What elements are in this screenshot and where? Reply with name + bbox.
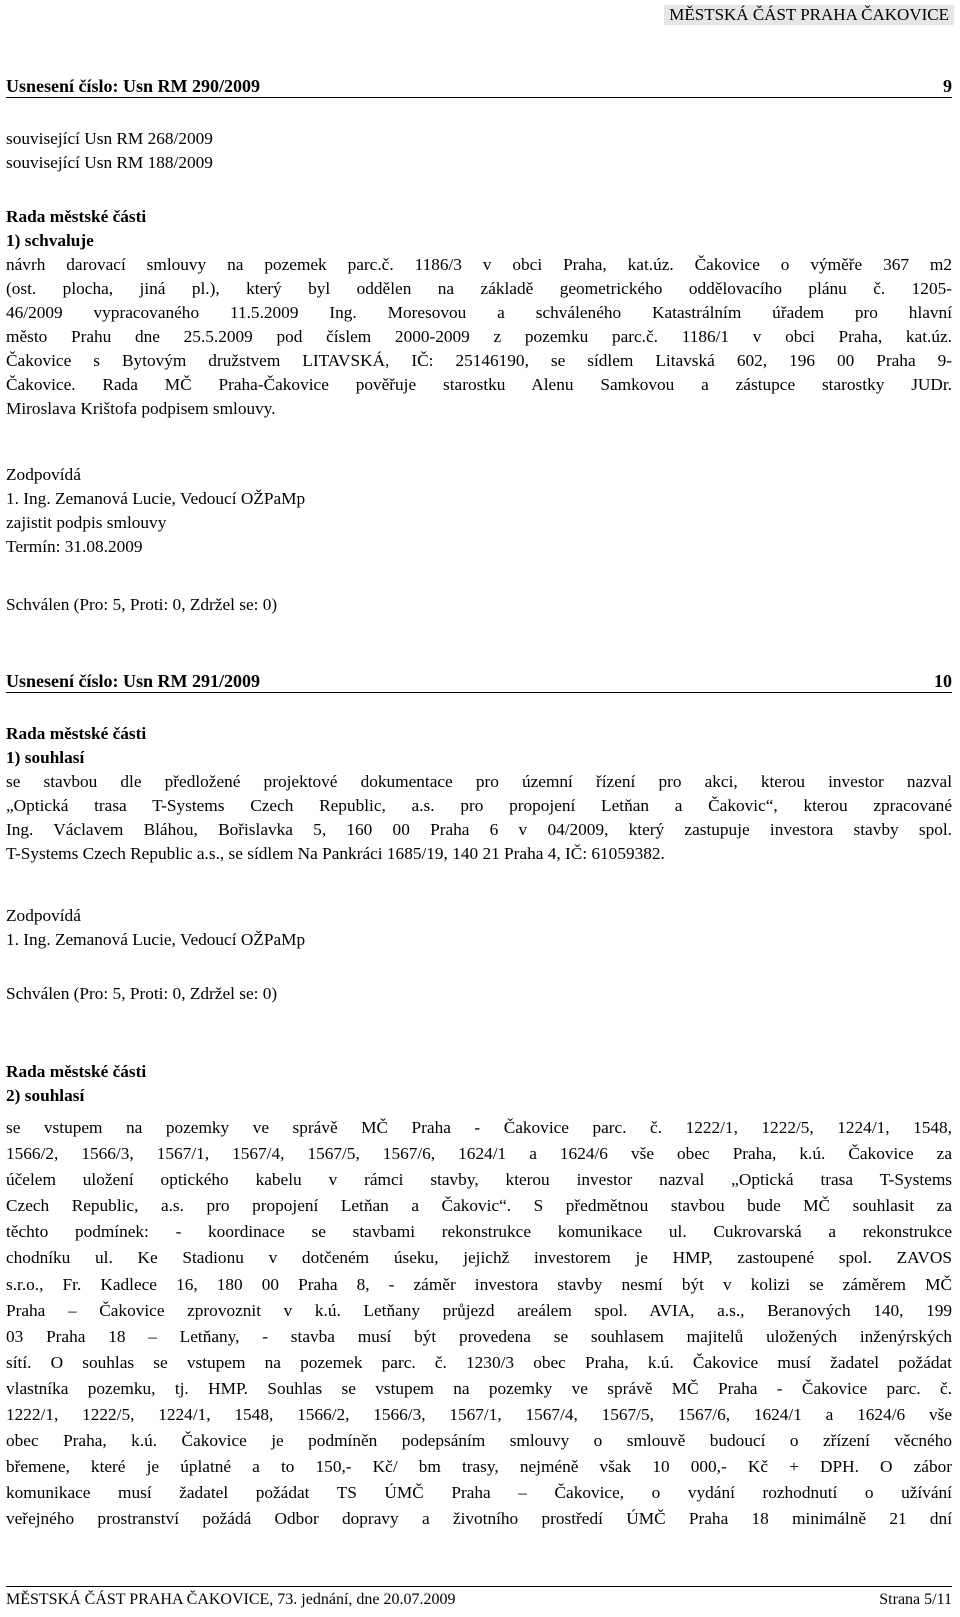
text-line: sítí. O souhlas se vstupem na pozemek parc. č. 1230/3 obec Praha, k.ú. Čakovice musí žadatel požádat <box>6 1352 952 1372</box>
resolution-body <box>6 1060 952 1108</box>
text-line: chodníku ul. Ke Stadionu v dotčeném úseku, jejichž investorem je HMP, zastoupené spol. ZAVOS <box>6 1248 952 1268</box>
resolution-title-row <box>6 671 952 693</box>
text-line: Czech Republic, a.s. pro propojení Letňan a Čakovic“. S předmětnou stavbou bude MČ souhlasit za <box>6 1196 952 1216</box>
text-line: účelem uložení optického kabelu v rámci stavby, kterou investor nazval „Optická trasa T-Systems <box>6 1170 952 1190</box>
resolution-text <box>6 1115 952 1533</box>
text-line: se vstupem na pozemky ve správě MČ Praha - Čakovice parc. č. 1222/1, 1222/5, 1224/1, 1548, <box>6 1118 952 1137</box>
text-line: 46/2009 vypracovaného 11.5.2009 Ing. Moresovou a schváleného Katastrálním úřadem pro hlavní <box>6 303 952 322</box>
council-heading: Rada městské části <box>6 1062 147 1081</box>
text-line: (ost. plocha, jiná pl.), který byl oddělen na základě geometrického oddělovacího plánu č. 1205- <box>6 279 952 298</box>
text-line: 1566/2, 1566/3, 1567/1, 1567/4, 1567/5, 1567/6, 1624/1 a 1624/6 vše obec Praha, k.ú. Čakovice za <box>6 1144 952 1164</box>
resolution-body <box>6 205 952 421</box>
text-line: Miroslava Krištofa podpisem smlouvy. <box>6 399 276 418</box>
text-line: město Prahu dne 25.5.2009 pod číslem 2000-2009 z pozemku parc.č. 1186/1 v obci Praha, kat.úz. <box>6 327 952 346</box>
responsible-label: Zodpovídá <box>6 465 81 484</box>
text-line: břemene, které je úplatné a to 150,- Kč/ bm trasy, nejméně však 10 000,- Kč + DPH. O zábor <box>6 1457 952 1477</box>
text-line: obec Praha, k.ú. Čakovice je podmíněn podepsáním smlouvy o smlouvě budoucí o zřízení věcného <box>6 1431 952 1451</box>
responsible-person: 1. Ing. Zemanová Lucie, Vedoucí OŽPaMp <box>6 930 306 949</box>
council-heading: Rada městské části <box>6 724 147 743</box>
related-resolution: související Usn RM 268/2009 <box>6 129 213 148</box>
text-line: těchto podmínek: - koordinace se stavbami rekonstrukce komunikace ul. Cukrovarská a rekonstrukce <box>6 1222 952 1242</box>
resolution-action: 1) souhlasí <box>6 748 85 767</box>
text-line: se stavbou dle předložené projektové dokumentace pro územní řízení pro akci, kterou investor nazval <box>6 772 952 791</box>
text-line: návrh darovací smlouvy na pozemek parc.č. 1186/3 v obci Praha, kat.úz. Čakovice o výměře 367 m2 <box>6 255 952 274</box>
resolution-action: 2) souhlasí <box>6 1086 85 1105</box>
text-line: s.r.o., Fr. Kadlece 16, 180 00 Praha 8, - záměr investora stavby nesmí být v kolizi se záměrem MČ <box>6 1274 952 1294</box>
text-line: vlastníka pozemku, tj. HMP. Souhlas se vstupem na pozemky ve správě MČ Praha - Čakovice parc. č. <box>6 1378 952 1398</box>
footer-meeting-info: MĚSTSKÁ ČÁST PRAHA ČAKOVICE, 73. jednání, dne 20.07.2009 <box>6 1591 456 1608</box>
resolution-number: 10 <box>934 671 952 691</box>
vote-result: Schválen (Pro: 5, Proti: 0, Zdržel se: 0) <box>6 984 278 1003</box>
text-line: Praha – Čakovice zprovoznit v k.ú. Letňany průjezd areálem spol. AVIA, a.s., Beranových 140, 199 <box>6 1300 952 1320</box>
council-heading: Rada městské části <box>6 207 147 226</box>
related-resolutions <box>6 127 952 175</box>
text-line: veřejného prostranství požádá Odbor dopravy a životního prostředí ÚMČ Praha 18 minimálně 21 dní <box>6 1509 952 1529</box>
vote-result: Schválen (Pro: 5, Proti: 0, Zdržel se: 0) <box>6 595 278 614</box>
resolution-title: Usnesení číslo: Usn RM 291/2009 <box>6 671 261 691</box>
text-line: T-Systems Czech Republic a.s., se sídlem Na Pankráci 1685/19, 140 21 Praha 4, IČ: 61059382. <box>6 844 665 863</box>
page-number: Strana 5/11 <box>879 1591 952 1608</box>
running-header: MĚSTSKÁ ČÁST PRAHA ČAKOVICE <box>664 5 954 25</box>
page-footer <box>6 1586 952 1613</box>
resolution-number: 9 <box>943 76 952 96</box>
text-line: komunikace musí žadatel požádat TS ÚMČ Praha – Čakovice, o vydání rozhodnutí o užívání <box>6 1483 952 1503</box>
text-line: Čakovice s Bytovým družstvem LITAVSKÁ, IČ: 25146190, se sídlem Litavská 602, 196 00 Praha 9- <box>6 351 952 370</box>
responsible-label: Zodpovídá <box>6 906 81 925</box>
responsibility-block <box>6 463 952 559</box>
responsible-person: 1. Ing. Zemanová Lucie, Vedoucí OŽPaMp <box>6 489 306 508</box>
resolution-body <box>6 722 952 866</box>
text-line: Ing. Václavem Bláhou, Bořislavka 5, 160 00 Praha 6 v 04/2009, který zastupuje investora stavby spol. <box>6 820 952 839</box>
resolution-title: Usnesení číslo: Usn RM 290/2009 <box>6 76 261 96</box>
task: zajistit podpis smlouvy <box>6 513 167 532</box>
text-line: Čakovice. Rada MČ Praha-Čakovice pověřuje starostku Alenu Samkovou a zástupce starostky JUDr. <box>6 375 952 394</box>
resolution-action: 1) schvaluje <box>6 231 94 250</box>
resolution-title-row <box>6 76 952 98</box>
responsibility-block <box>6 904 952 952</box>
related-resolution: související Usn RM 188/2009 <box>6 153 213 172</box>
document-body <box>6 0 952 1617</box>
text-line: „Optická trasa T-Systems Czech Republic, a.s. pro propojení Letňan a Čakovic“, kterou zpracované <box>6 796 952 815</box>
text-line: 03 Praha 18 – Letňany, - stavba musí být provedena se souhlasem majitelů uložených inženýrských <box>6 1326 952 1346</box>
deadline: Termín: 31.08.2009 <box>6 537 143 556</box>
text-line: 1222/1, 1222/5, 1224/1, 1548, 1566/2, 1566/3, 1567/1, 1567/4, 1567/5, 1567/6, 1624/1 a 1624/6 vše <box>6 1405 952 1425</box>
